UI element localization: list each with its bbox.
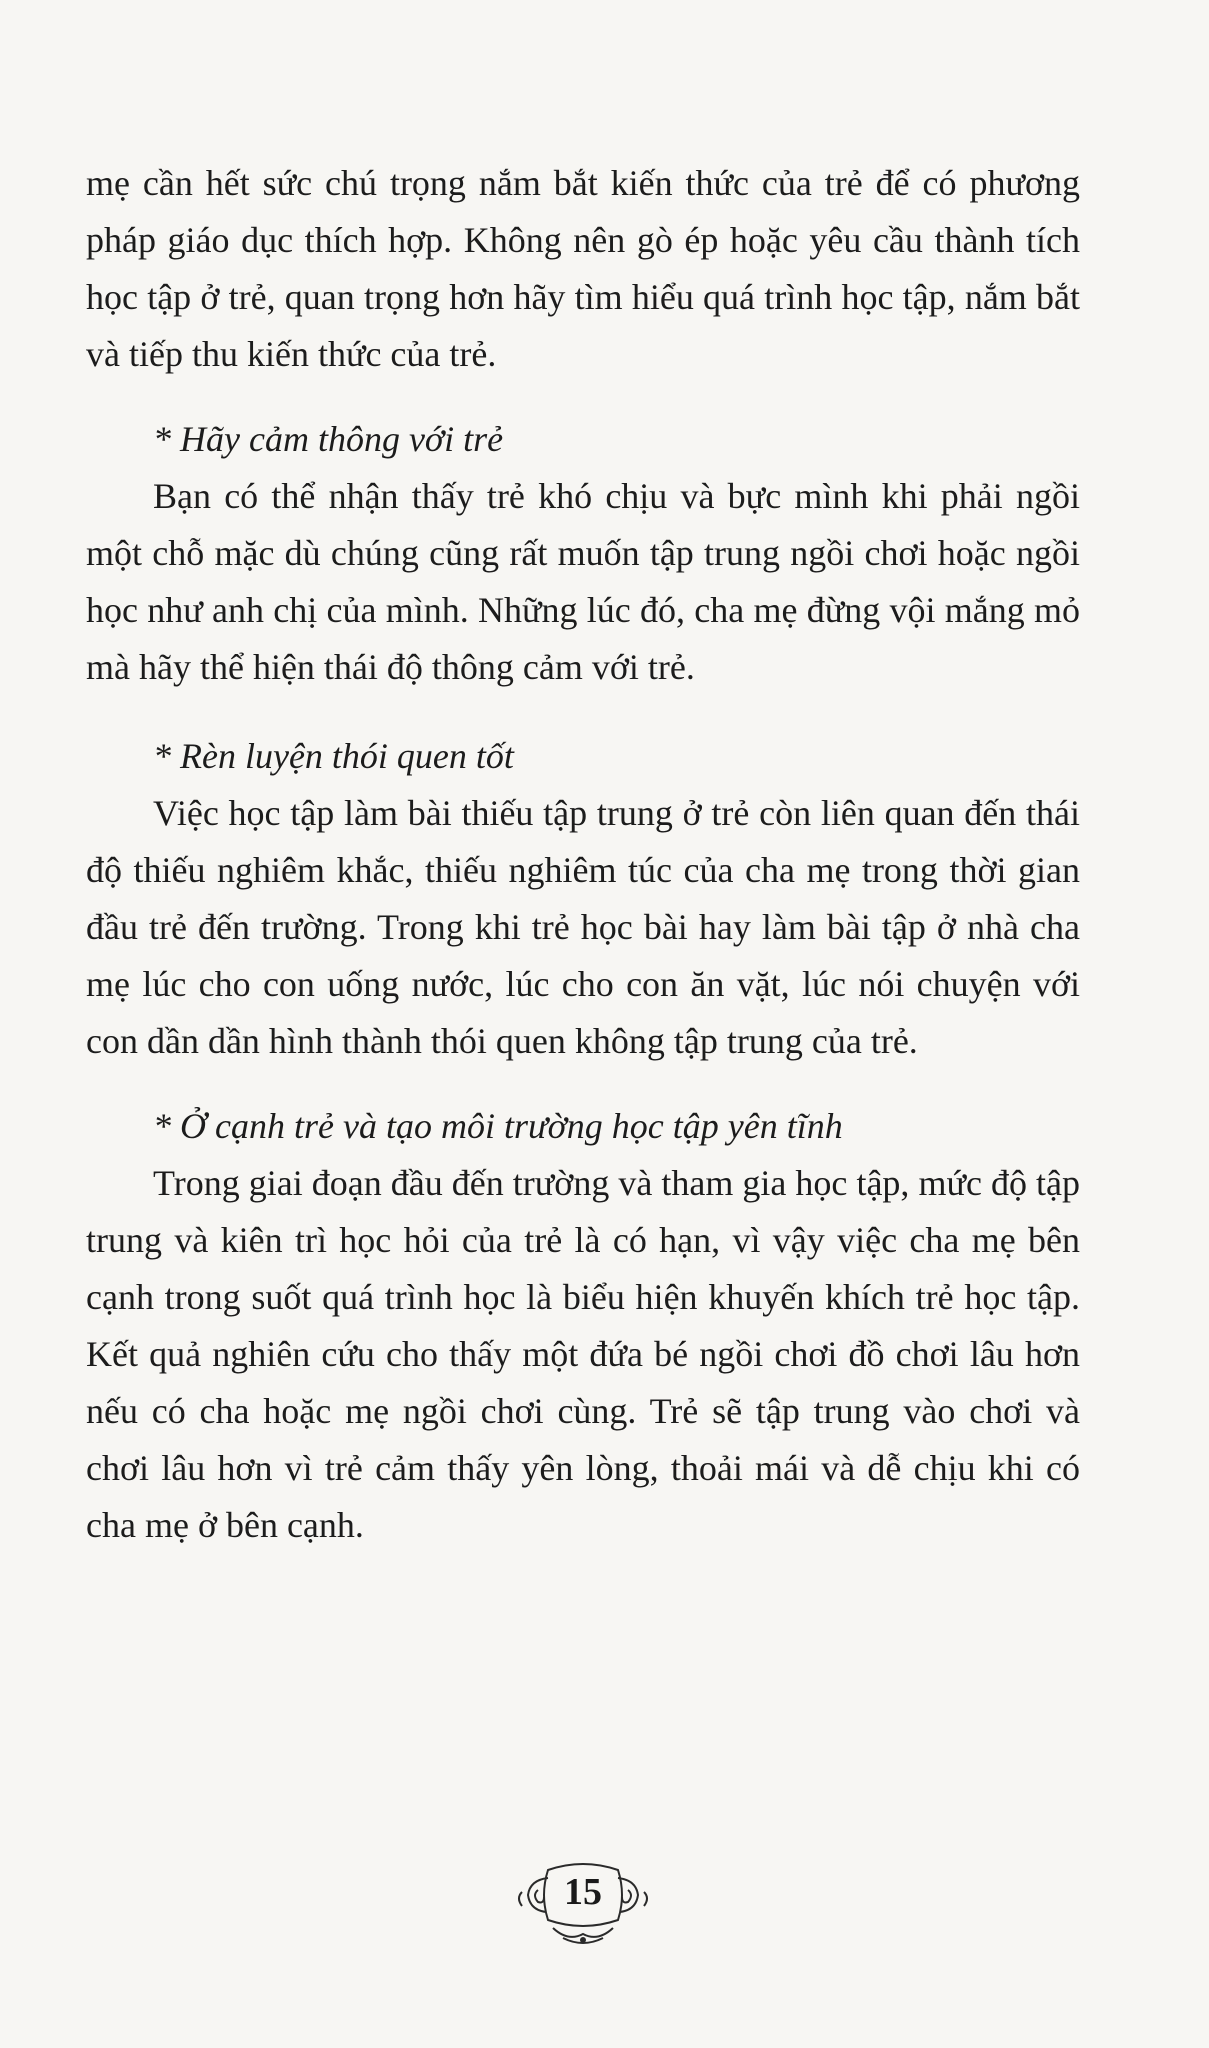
section-heading-quiet-environment: * Ở cạnh trẻ và tạo môi trường học tập yên tĩnh <box>153 1106 843 1146</box>
spacer <box>86 696 1080 728</box>
spacer <box>86 383 1080 411</box>
section-heading-empathize: * Hãy cảm thông với trẻ <box>153 419 504 459</box>
section-heading-good-habits: * Rèn luyện thói quen tốt <box>153 736 514 776</box>
page-number-ornament <box>508 1850 658 1950</box>
page-text <box>86 155 1080 1554</box>
section-body-quiet-environment: Trong giai đoạn đầu đến trường và tham gia học tập, mức độ tập trung và kiên trì học hỏi của trẻ là có hạn, vì vậy việc cha mẹ bên cạnh trong suốt quá trình học là biểu hiện khuyến khích trẻ học tập. Kết quả nghiên cứu cho thấy một đứa bé ngồi chơi đồ chơi lâu hơn nếu có cha hoặc mẹ ngồi chơi cùng. Trẻ sẽ tập trung vào chơi và chơi lâu hơn vì trẻ cảm thấy yên lòng, thoải mái và dễ chịu khi có cha mẹ ở bên cạnh. <box>86 1163 1080 1545</box>
intro-paragraph: mẹ cần hết sức chú trọng nắm bắt kiến thức của trẻ để có phương pháp giáo dục thích hợp. Không nên gò ép hoặc yêu cầu thành tích học tập ở trẻ, quan trọng hơn hãy tìm hiểu quá trình học tập, nắm bắt và tiếp thu kiến thức của trẻ. <box>86 163 1080 374</box>
section-body-good-habits: Việc học tập làm bài thiếu tập trung ở trẻ còn liên quan đến thái độ thiếu nghiêm khắc, thiếu nghiêm túc của cha mẹ trong thời gian đầu trẻ đến trường. Trong khi trẻ học bài hay làm bài tập ở nhà cha mẹ lúc cho con uống nước, lúc cho con ăn vặt, lúc nói chuyện với con dần dần hình thành thói quen không tập trung của trẻ. <box>86 793 1080 1061</box>
spacer <box>86 1070 1080 1098</box>
page-number: 15 <box>564 1871 602 1913</box>
section-body-empathize: Bạn có thể nhận thấy trẻ khó chịu và bực mình khi phải ngồi một chỗ mặc dù chúng cũng rất muốn tập trung ngồi chơi hoặc ngồi học như anh chị của mình. Những lúc đó, cha mẹ đừng vội mắng mỏ mà hãy thể hiện thái độ thông cảm với trẻ. <box>86 476 1080 687</box>
